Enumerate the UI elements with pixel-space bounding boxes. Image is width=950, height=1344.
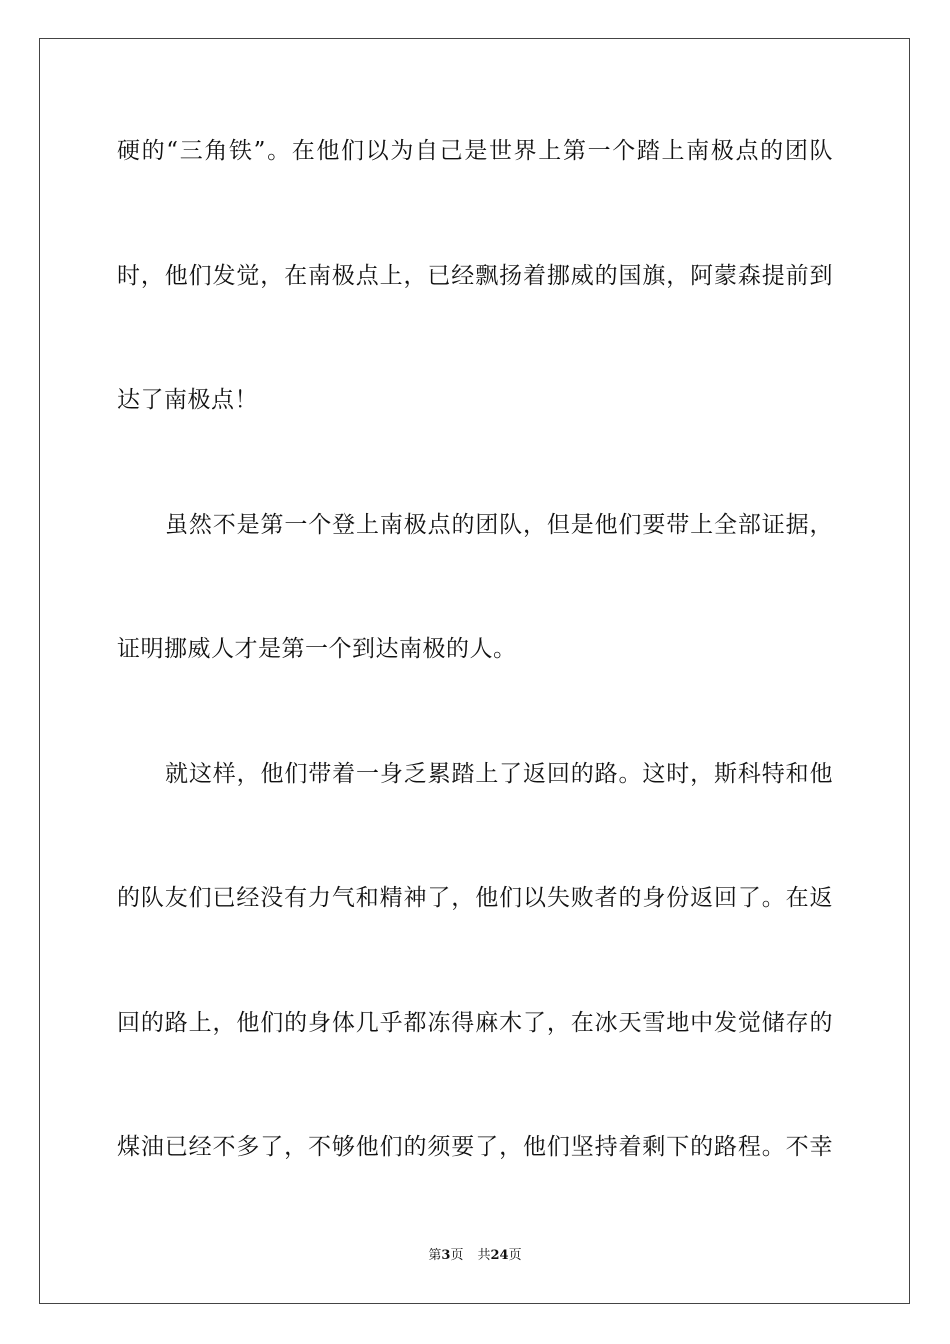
page-footer [0,1247,950,1265]
body-text-line: 硬的“三角铁”。在他们以为自己是世界上第一个踏上南极点的团队 [117,138,833,164]
body-text-line: 证明挪威人才是第一个到达南极的人。 [117,636,517,662]
page-suffix: 页 [450,1248,464,1263]
body-text-line: 回的路上，他们的身体几乎都冻得麻木了，在冰天雪地中发觉储存的 [117,1010,833,1036]
page-border [39,38,910,1304]
total-pages: 24 [490,1248,509,1263]
page-number: 3 [441,1248,451,1263]
body-text-line: 就这样，他们带着一身乏累踏上了返回的路。这时，斯科特和他 [165,761,833,787]
body-text-line: 时，他们发觉，在南极点上，已经飘扬着挪威的国旗，阿蒙森提前到 [117,263,833,289]
total-prefix: 共 [477,1248,491,1263]
total-suffix: 页 [508,1248,522,1263]
body-text-line: 达了南极点！ [117,387,258,413]
body-text-line: 煤油已经不多了，不够他们的须要了，他们坚持着剩下的路程。不幸 [117,1134,833,1160]
page-prefix: 第 [428,1248,442,1263]
body-text-line: 虽然不是第一个登上南极点的团队，但是他们要带上全部证据， [165,512,833,538]
body-text-line: 的队友们已经没有力气和精神了，他们以失败者的身份返回了。在返 [117,885,833,911]
